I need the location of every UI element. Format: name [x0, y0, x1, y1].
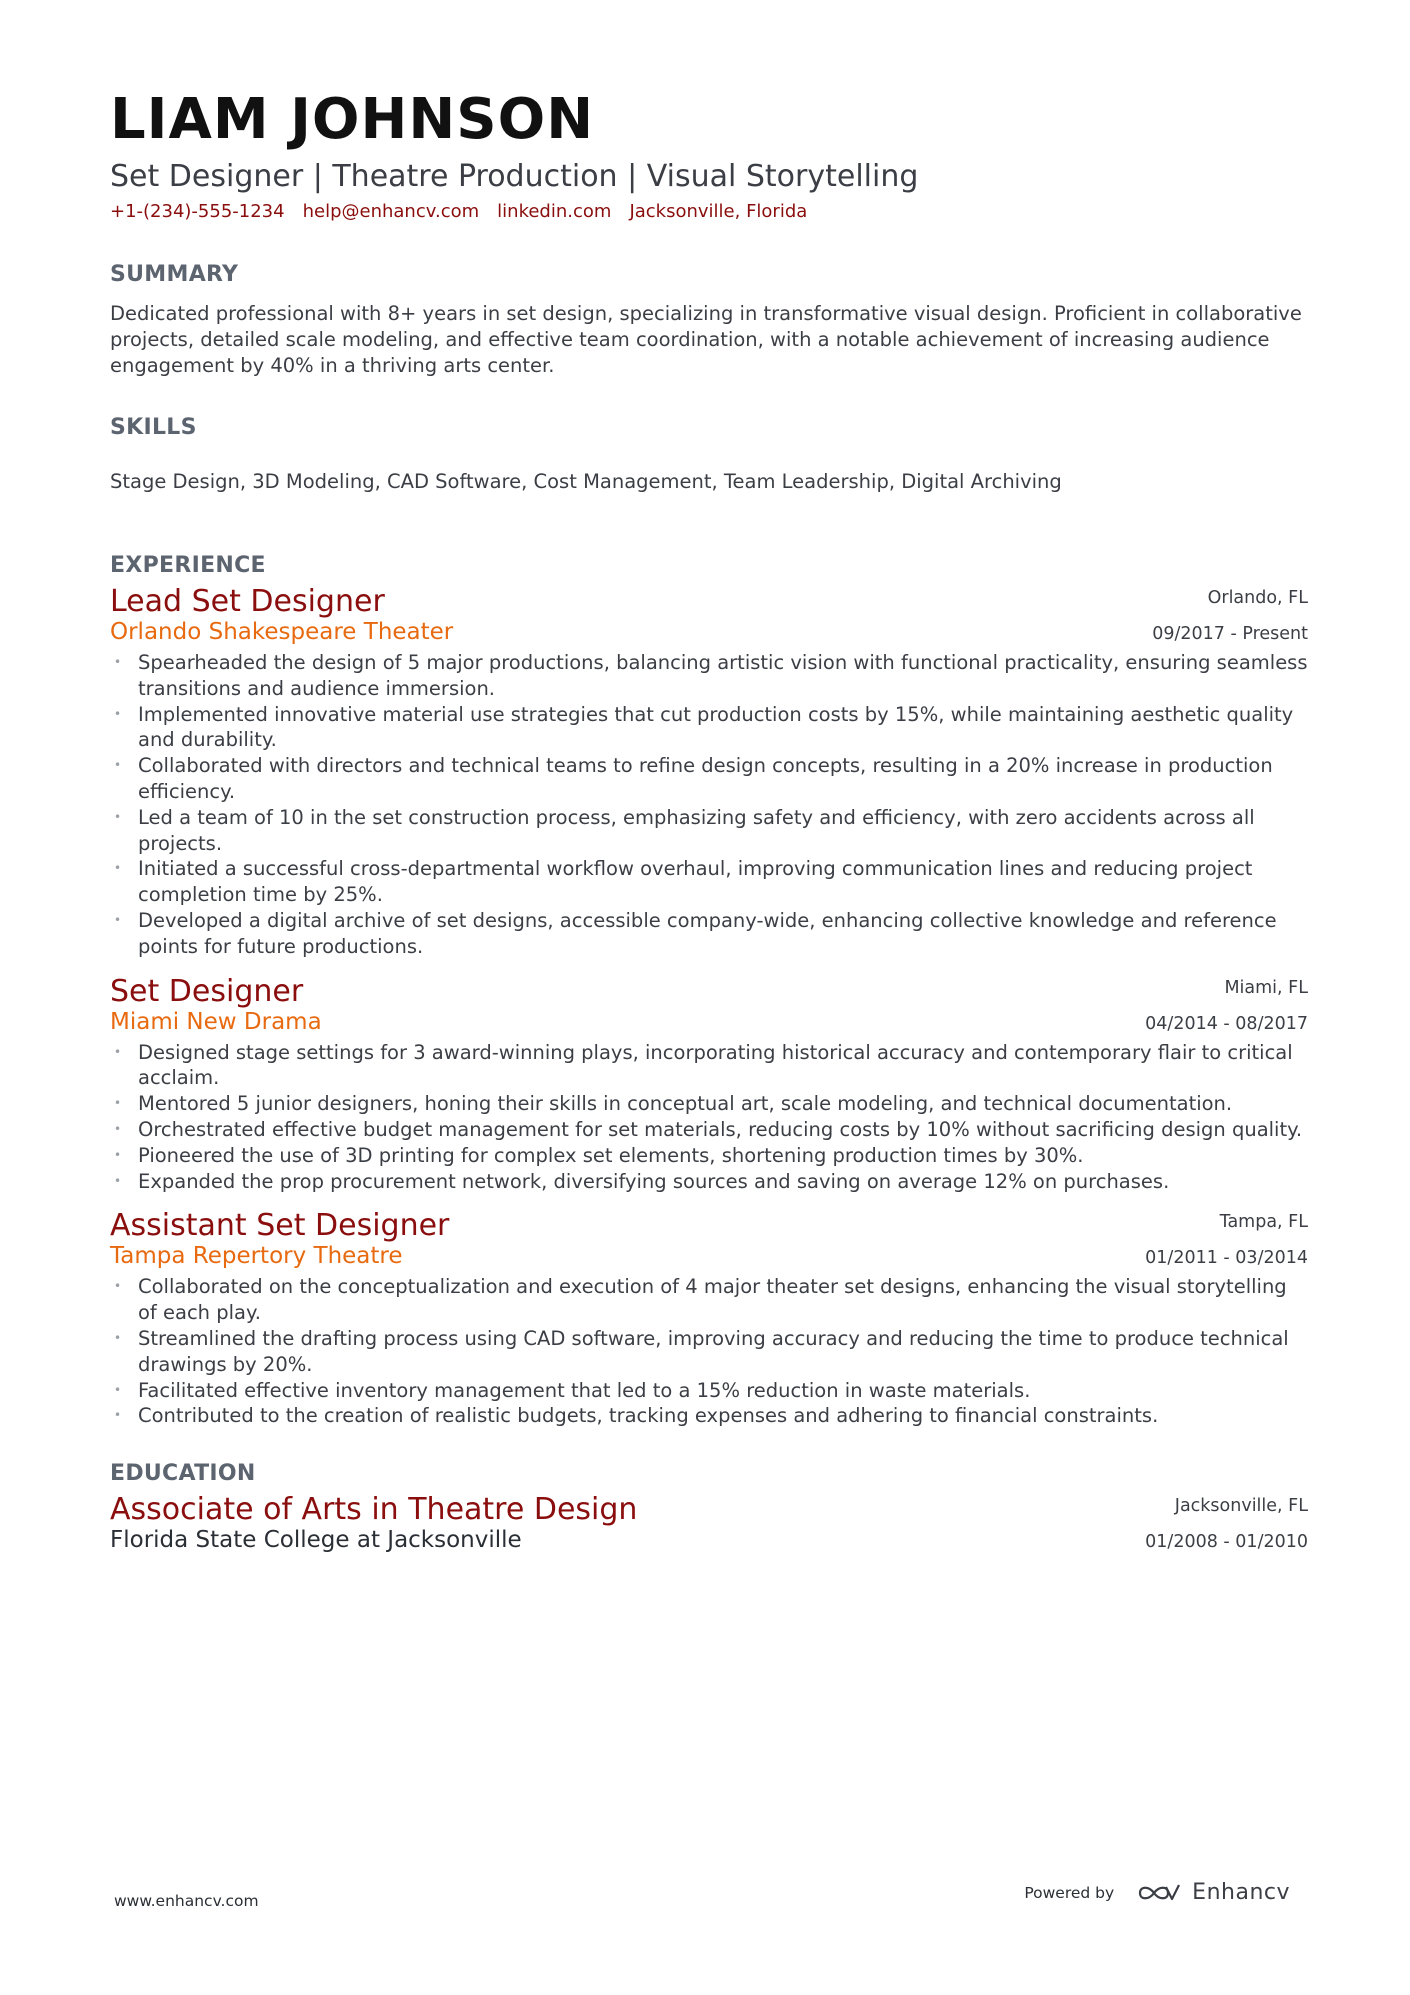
bullet-item: • Collaborated on the conceptualization and execution of 4 major theater set designs, enhancing the visual storytelling of each play.	[110, 1274, 1308, 1326]
bullet-item: • Spearheaded the design of 5 major productions, balancing artistic vision with functional practicality, ensuring seamless transitions and audience immersion.	[110, 650, 1308, 702]
bullet-item: • Collaborated with directors and technical teams to refine design concepts, resulting in a 20% increase in production efficiency.	[110, 753, 1308, 805]
education-heading: EDUCATION	[110, 1461, 256, 1487]
contact-info	[110, 201, 1310, 222]
company-name: Tampa Repertory Theatre	[110, 1243, 403, 1270]
job-dates: 09/2017 - Present	[1152, 624, 1308, 644]
bullet-item: • Facilitated effective inventory management that led to a 15% reduction in waste materials.	[110, 1378, 1308, 1404]
job-location: Miami, FL	[1224, 977, 1308, 998]
resume-page	[110, 87, 1310, 1554]
job-entry	[110, 584, 1308, 960]
job-entry	[110, 1208, 1308, 1429]
job-dates: 01/2011 - 03/2014	[1145, 1248, 1308, 1269]
skills-section	[110, 415, 1310, 493]
job-bullets	[110, 1274, 1308, 1429]
bullet-item: • Designed stage settings for 3 award-winning plays, incorporating historical accuracy and contemporary flair to critical acclaim.	[110, 1040, 1308, 1092]
brand-link[interactable]	[1136, 1880, 1290, 1905]
company-name: Miami New Drama	[110, 1008, 322, 1035]
degree: Associate of Arts in Theatre Design	[110, 1492, 638, 1528]
education-location: Jacksonville, FL	[1174, 1496, 1308, 1517]
bullet-item: • Developed a digital archive of set designs, accessible company-wide, enhancing collective knowledge and reference points for future productions.	[110, 908, 1308, 960]
bullet-item: • Implemented innovative material use strategies that cut production costs by 15%, while maintaining aesthetic quality and durability.	[110, 702, 1308, 754]
experience-heading: EXPERIENCE	[110, 553, 266, 578]
candidate-name: LIAM JOHNSON	[110, 87, 595, 152]
powered-by-label: Powered by	[1024, 1883, 1115, 1902]
enhancv-logo-icon	[1136, 1881, 1182, 1905]
phone[interactable]: +1-(234)-555-1234	[110, 201, 285, 222]
education-dates: 01/2008 - 01/2010	[1145, 1532, 1308, 1553]
location: Jacksonville, Florida	[629, 201, 808, 222]
job-dates: 04/2014 - 08/2017	[1145, 1013, 1308, 1034]
summary-heading: SUMMARY	[110, 262, 239, 287]
education-entry	[110, 1492, 1308, 1554]
skills-list: Stage Design, 3D Modeling, CAD Software, Cost Management, Team Leadership, Digital Archiving	[110, 470, 1062, 493]
job-location: Orlando, FL	[1207, 588, 1308, 608]
email[interactable]: help@enhancv.com	[302, 201, 480, 222]
job-title: Assistant Set Designer	[110, 1208, 450, 1244]
brand-name: Enhancv	[1192, 1880, 1290, 1905]
bullet-item: • Expanded the prop procurement network, diversifying sources and saving on average 12% on purchases.	[110, 1169, 1308, 1195]
summary-text: Dedicated professional with 8+ years in set design, specializing in transformative visual design. Proficient in collaborative projects, detailed scale modeling, and effective team coordination, with a notable achievement of increasing audience engagement by 40% in a thriving arts center.	[110, 302, 1302, 377]
footer-website[interactable]: www.enhancv.com	[114, 1892, 259, 1910]
bullet-item: • Initiated a successful cross-departmental workflow overhaul, improving communication lines and reducing project completion time by 25%.	[110, 856, 1308, 908]
job-bullets	[110, 1040, 1308, 1195]
summary-section	[110, 262, 1310, 379]
job-bullets	[110, 650, 1308, 960]
education-section	[110, 1461, 1310, 1554]
experience-section	[110, 553, 1310, 1429]
bullet-item: • Orchestrated effective budget management for set materials, reducing costs by 10% without sacrificing design quality.	[110, 1117, 1308, 1143]
job-title: Lead Set Designer	[110, 584, 385, 619]
footer-branding	[1024, 1880, 1290, 1905]
bullet-item: • Led a team of 10 in the set construction process, emphasizing safety and efficiency, with zero accidents across all projects.	[110, 805, 1308, 857]
linkedin-link[interactable]: linkedin.com	[497, 201, 612, 222]
company-name: Orlando Shakespeare Theater	[110, 619, 454, 645]
job-entry	[110, 974, 1308, 1195]
skills-heading: SKILLS	[110, 415, 197, 440]
school-name: Florida State College at Jacksonville	[110, 1527, 522, 1554]
headline: Set Designer | Theatre Production | Visual Storytelling	[110, 159, 919, 194]
job-location: Tampa, FL	[1219, 1212, 1308, 1233]
bullet-item: • Mentored 5 junior designers, honing their skills in conceptual art, scale modeling, and technical documentation.	[110, 1091, 1308, 1117]
job-title: Set Designer	[110, 973, 304, 1009]
bullet-item: • Streamlined the drafting process using CAD software, improving accuracy and reducing the time to produce technical drawings by 20%.	[110, 1326, 1308, 1378]
bullet-item: • Pioneered the use of 3D printing for complex set elements, shortening production times by 30%.	[110, 1143, 1308, 1169]
bullet-item: • Contributed to the creation of realistic budgets, tracking expenses and adhering to financial constraints.	[110, 1403, 1308, 1429]
